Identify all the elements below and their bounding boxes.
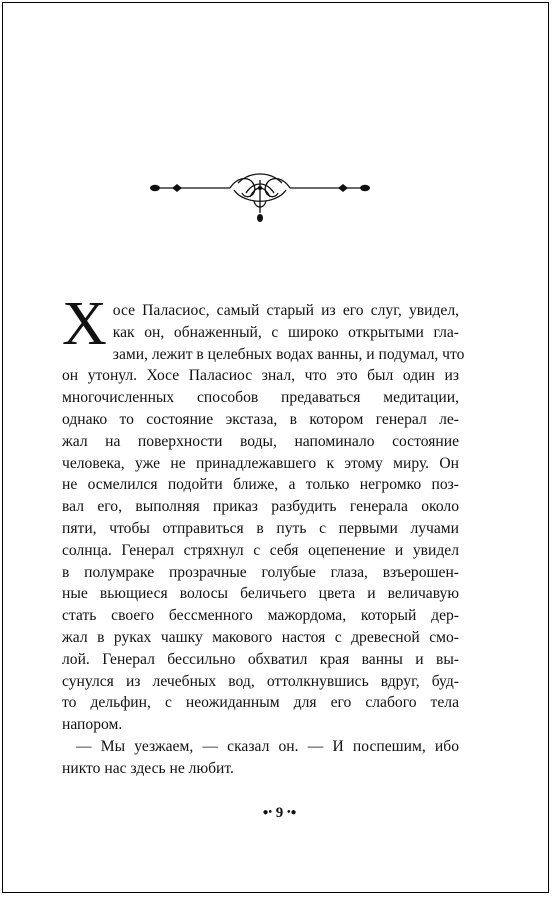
text-line: многочисленных способов предаваться медитации, (62, 389, 459, 407)
text-line: напором. (62, 716, 123, 734)
text-line: осе Паласиос, самый старый из его слуг, увидел, (112, 302, 459, 319)
drop-cap: Х (62, 290, 107, 358)
text-line: не осмелился подойти ближе, а только негромко поз- (62, 476, 459, 494)
text-line: как он, обнаженный, с широко открытыми гла- (112, 323, 459, 341)
text-line: жал на поверхности воды, напоминало состояние (62, 432, 459, 450)
text-line: солнца. Генерал стряхнул с себя оцепенение и увидел (62, 541, 459, 559)
text-line: вал его, выполняя приказ разбудить генерала около (62, 498, 459, 516)
text-line: сунулся из лечебных вод, оттолкнувшись вдруг, буд- (62, 672, 459, 690)
text-line: лой. Генерал бессильно обхватил края ванны и вы- (62, 650, 459, 668)
text-line: человека, уже не принадлежавшего к этому миру. Он (62, 454, 459, 472)
page-number-footer (3, 805, 553, 822)
body-text (62, 290, 465, 780)
text-line: стать своего бессменного мажордома, который дер- (62, 607, 459, 625)
dialogue-line: никто нас здесь не любит. (62, 759, 234, 777)
page (2, 2, 549, 893)
dialogue-line: — Мы уезжаем, — сказал он. — И поспешим, ибо (76, 737, 459, 755)
text-line: зами, лежит в целебных водах ванны, и подумал, что (112, 345, 465, 363)
text-line: жал в руках чашку макового настоя с древесной смо- (62, 628, 459, 646)
text-line: он утонул. Хосе Паласиос знал, что это был один из (62, 367, 459, 385)
text-line: в полумраке прозрачные голубые глаза, взъерошен- (62, 563, 459, 581)
text-line: пяти, чтобы отправиться в путь с первыми лучами (62, 519, 459, 537)
text-line: ные вьющиеся волосы беличьего цвета и величавую (62, 585, 459, 603)
folio-ornament-left-icon: ●• (262, 807, 272, 818)
text-line: однако то состояние экстаза, в котором генерал ле- (62, 410, 459, 428)
folio-ornament-right-icon: •● (287, 807, 297, 818)
text-line: то дельфин, с неожиданным для его слабого тела (62, 694, 459, 712)
page-number: 9 (275, 805, 284, 821)
ornament-flourish-icon (146, 171, 374, 229)
